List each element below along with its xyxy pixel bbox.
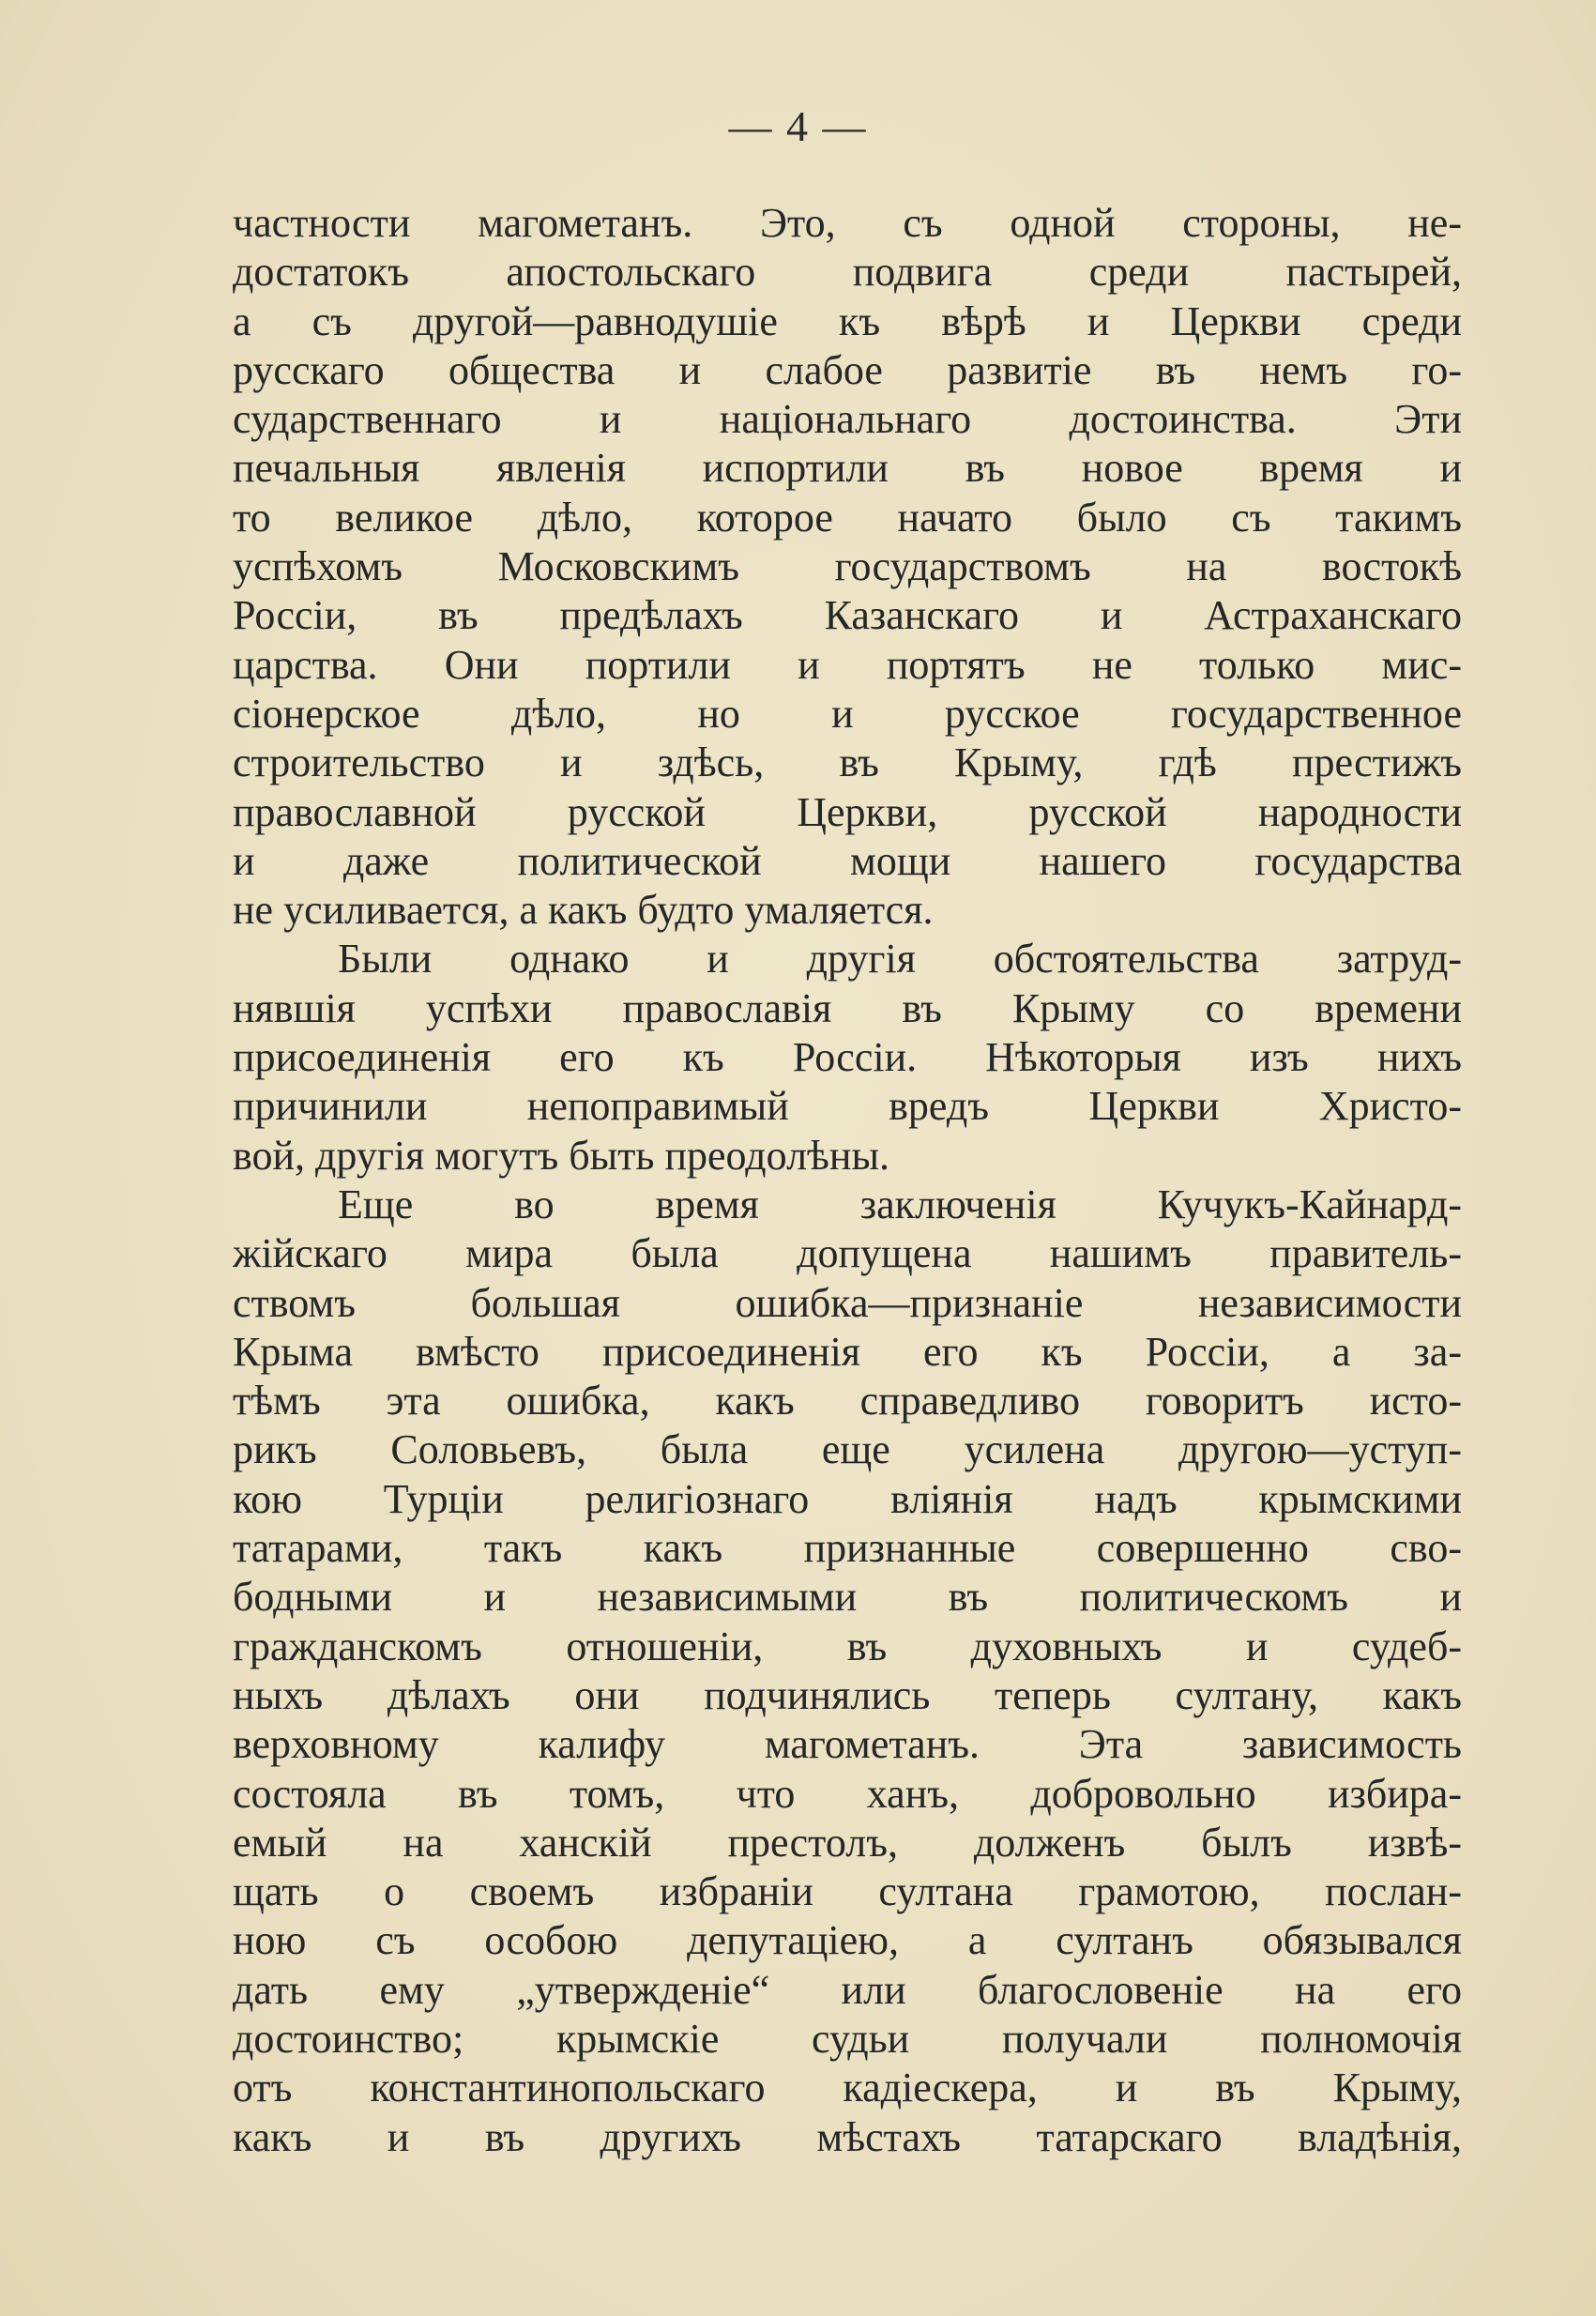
body-text	[233, 199, 1462, 2162]
text-line: ною съ особою депутаціею, а султанъ обязывался	[233, 1917, 1462, 1964]
text-line: верховному калифу магометанъ. Эта зависимость	[233, 1721, 1462, 1768]
text-line: дать ему „утвержденіе“ или благословеніе на его	[233, 1966, 1462, 2013]
text-line: отъ константинопольскаго кадіескера, и въ Крыму,	[233, 2065, 1462, 2111]
paragraph-2	[233, 935, 1462, 1180]
text-line: Россіи, въ предѣлахъ Казанскаго и Астраханскаго	[233, 592, 1462, 639]
text-line: нявшія успѣхи православія въ Крыму со времени	[233, 984, 1462, 1031]
text-line: вой, другія могутъ быть преодолѣны.	[233, 1132, 890, 1179]
text-line: православной русской Церкви, русской народности	[233, 788, 1462, 835]
text-line: жійскаго мира была допущена нашимъ правитель-	[233, 1230, 1462, 1277]
text-line: печальныя явленія испортили въ новое время и	[233, 445, 1462, 492]
text-line: частности магометанъ. Это, съ одной стороны, не-	[233, 200, 1462, 246]
text-line: царства. Они портили и портятъ не только мис-	[233, 641, 1462, 688]
paragraph-3	[233, 1181, 1462, 2162]
text-line: ныхъ дѣлахъ они подчинялись теперь султану, какъ	[233, 1671, 1462, 1718]
text-line: сударственнаго и національнаго достоинства. Эти	[233, 396, 1462, 443]
text-line: успѣхомъ Московскимъ государствомъ на востокѣ	[233, 543, 1462, 590]
text-line: состояла въ томъ, что ханъ, добровольно избира-	[233, 1770, 1462, 1817]
text-line: достатокъ апостольскаго подвига среди пастырей,	[233, 249, 1462, 296]
text-line: Были однако и другія обстоятельства затруд-	[338, 936, 1462, 983]
page-number: — 4 —	[728, 102, 868, 150]
text-line: ствомъ большая ошибка—признаніе независимости	[233, 1279, 1462, 1326]
text-line: емый на ханскій престолъ, долженъ былъ извѣ-	[233, 1819, 1462, 1866]
text-line: Крыма вмѣсто присоединенія его къ Россіи, а за-	[233, 1328, 1462, 1375]
text-line: а съ другой—равнодушіе къ вѣрѣ и Церкви среди	[233, 297, 1462, 344]
paragraph-1	[233, 199, 1462, 935]
text-line: и даже политической мощи нашего государства	[233, 837, 1462, 884]
text-line: строительство и здѣсь, въ Крыму, гдѣ престижъ	[233, 739, 1462, 786]
text-line: то великое дѣло, которое начато было съ такимъ	[233, 494, 1462, 541]
text-line: присоединенія его къ Россіи. Нѣкоторыя изъ нихъ	[233, 1034, 1462, 1081]
text-line: кою Турціи религіознаго вліянія надъ крымскими	[233, 1475, 1462, 1522]
text-line: тѣмъ эта ошибка, какъ справедливо говоритъ исто-	[233, 1378, 1462, 1425]
text-line: русскаго общества и слабое развитіе въ немъ го-	[233, 346, 1462, 393]
text-line: бодными и независимыми въ политическомъ и	[233, 1574, 1462, 1621]
text-line: не усиливается, а какъ будто умаляется.	[233, 887, 934, 934]
text-line: рикъ Соловьевъ, была еще усилена другою—уступ-	[233, 1426, 1462, 1473]
text-line: щать о своемъ избраніи султана грамотою, послан-	[233, 1868, 1462, 1915]
text-line: какъ и въ другихъ мѣстахъ татарскаго владѣнія,	[233, 2113, 1462, 2160]
text-line: гражданскомъ отношеніи, въ духовныхъ и судеб-	[233, 1623, 1462, 1669]
text-line: татарами, такъ какъ признанные совершенно сво-	[233, 1525, 1462, 1572]
text-line: достоинство; крымскіе судьи получали полномочія	[233, 2015, 1462, 2062]
text-line: сіонерское дѣло, но и русское государственное	[233, 690, 1462, 737]
text-line: причинили непоправимый вредъ Церкви Христо-	[233, 1083, 1462, 1130]
text-line: Еще во время заключенія Кучукъ-Кайнард-	[338, 1181, 1462, 1227]
